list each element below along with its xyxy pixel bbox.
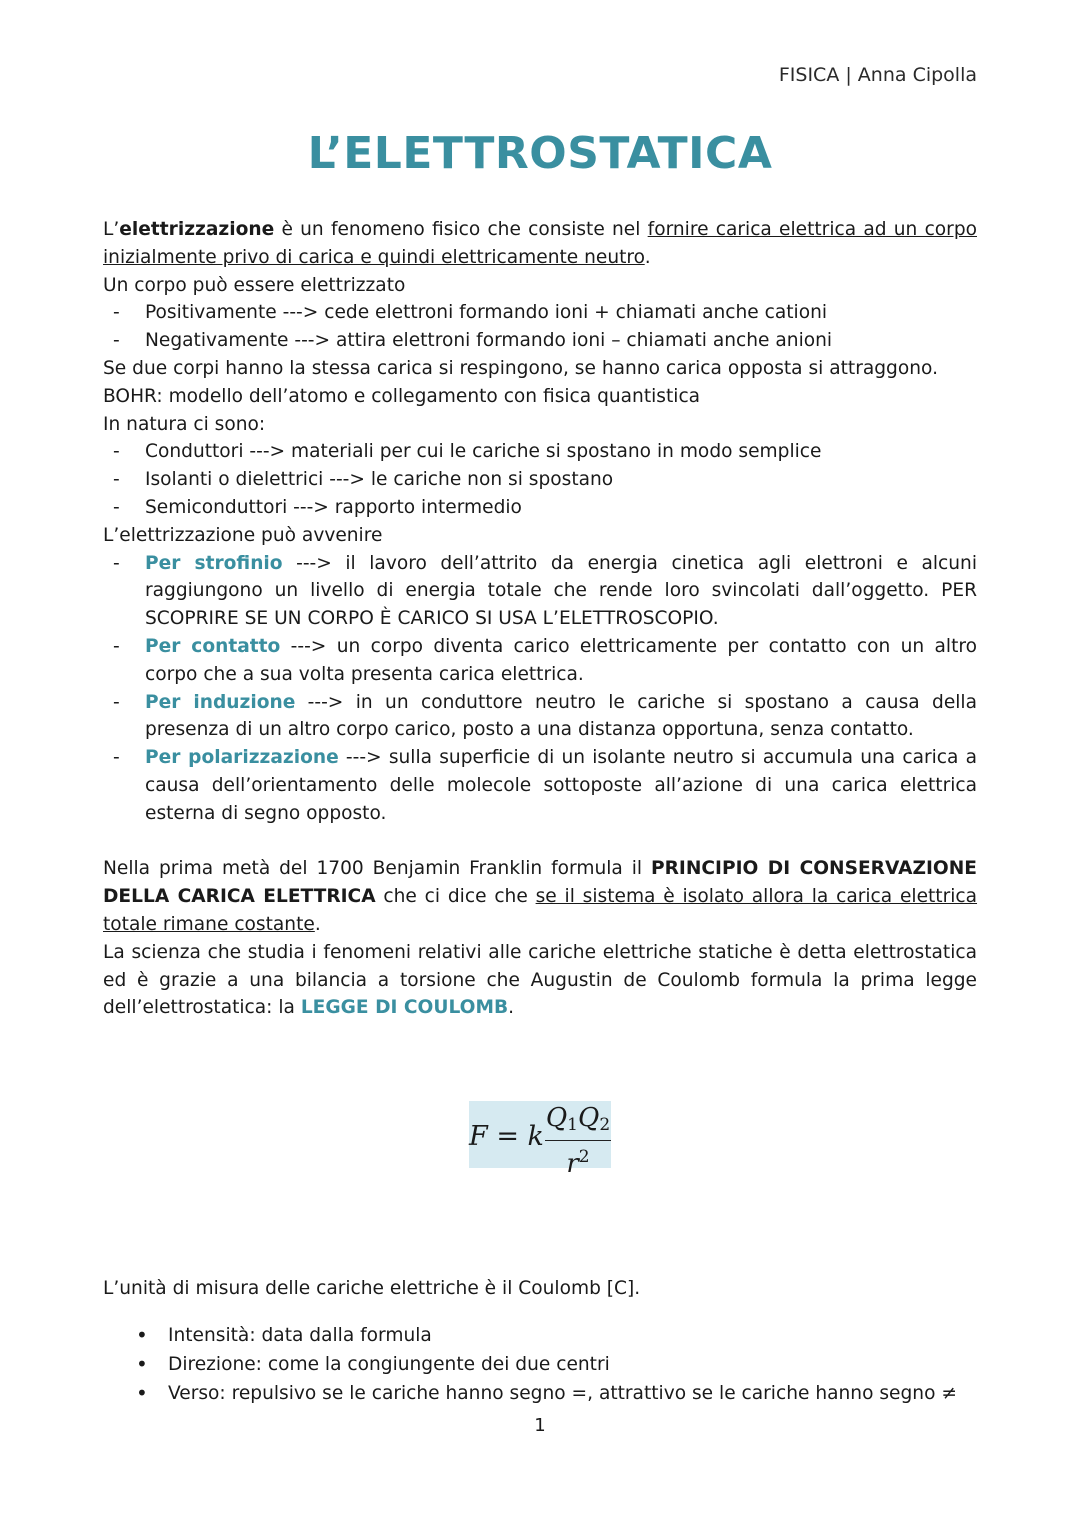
franklin-principle: PRINCIPIO DI CONSERVAZIONE DELLA CARICA ELETTRICA xyxy=(103,858,977,908)
method-term: Per strofinio xyxy=(145,552,283,574)
text-line: Se due corpi hanno la stessa carica si respingono, se hanno carica opposta si attraggono. xyxy=(103,357,938,379)
list-item xyxy=(103,633,977,689)
materials-list xyxy=(103,438,977,521)
page-number: 1 xyxy=(534,1415,546,1436)
formula-fraction xyxy=(545,1103,611,1180)
list-item: - Positivamente ---> cede elettroni formando ioni + chiamati anche cationi xyxy=(103,299,977,327)
coulomb-formula xyxy=(469,1101,611,1179)
intro-prefix: L’ xyxy=(103,219,120,240)
method-term: Per induzione xyxy=(145,691,296,713)
list-item: - Semiconduttori ---> rapporto intermedio xyxy=(103,494,977,522)
formula-lhs: F = k xyxy=(469,1121,544,1152)
method-text: ---> un corpo diventa carico elettricamente per contatto con un altro corpo che a sua volta presenta carica elettrica. xyxy=(145,635,977,685)
spacer xyxy=(103,828,977,856)
methods-list xyxy=(103,550,977,828)
formula-sub1: 1 xyxy=(567,1115,578,1135)
list-item: - Negativamente ---> attira elettroni formando ioni – chiamati anche anioni xyxy=(103,327,977,355)
coulomb-paragraph xyxy=(103,939,977,1022)
text-line: BOHR: modello dell’atomo e collegamento con fisica quantistica xyxy=(103,385,701,407)
list-item: - Isolanti o dielettrici ---> le cariche non si spostano xyxy=(103,466,977,494)
list-item: • Intensità: data dalla formula xyxy=(103,1321,977,1350)
intro-paragraph xyxy=(103,216,977,272)
coulomb-law: LEGGE DI COULOMB xyxy=(300,997,509,1019)
unit-line: L’unità di misura delle cariche elettriche è il Coulomb [C]. xyxy=(103,1277,641,1299)
list-item xyxy=(103,689,977,745)
method-text: ---> in un conduttore neutro le cariche si spostano a causa della presenza di un altro corpo carico, posto a una distanza opportuna, senza contatto. xyxy=(145,691,977,741)
method-text: ---> il lavoro dell’attrito da energia cinetica agli elettroni e alcuni raggiungono un livello di energia totale che rende loro svincolati dall’oggetto. PER SCOPRIRE SE UN CORPO È CARICO SI USA L’ELETTROSCOPIO. xyxy=(145,552,977,630)
formula-q2: Q xyxy=(578,1103,600,1133)
unit-section xyxy=(103,1255,977,1408)
list-item: - Conduttori ---> materiali per cui le cariche si spostano in modo semplice xyxy=(103,438,977,466)
list-item xyxy=(103,744,977,827)
text-line: Un corpo può essere elettrizzato xyxy=(103,274,406,296)
page-header: FISICA | Anna Cipolla xyxy=(778,64,977,86)
franklin-pre: Nella prima metà del 1700 Benjamin Franklin formula il xyxy=(103,858,651,880)
force-properties-list xyxy=(103,1321,977,1408)
franklin-paragraph xyxy=(103,855,977,938)
list-item xyxy=(103,550,977,633)
formula-denominator xyxy=(545,1141,611,1180)
formula-q1: Q xyxy=(545,1103,568,1133)
list-item: • Direzione: come la congiungente dei due centri xyxy=(103,1350,977,1379)
page-title: L’ELETTROSTATICA xyxy=(307,128,773,179)
intro-end: . xyxy=(644,246,651,268)
intro-term: elettrizzazione xyxy=(119,219,275,240)
franklin-statement: se il sistema è isolato allora la carica elettrica totale rimane costante xyxy=(103,886,978,935)
method-term: Per contatto xyxy=(145,635,281,657)
list-item: • Verso: repulsivo se le cariche hanno segno =, attrattivo se le cariche hanno segno ≠ xyxy=(103,1379,977,1408)
text-line: L’elettrizzazione può avvenire xyxy=(103,524,383,546)
coulomb-end: . xyxy=(508,997,515,1019)
formula-r: r xyxy=(566,1149,579,1179)
franklin-mid: che ci dice che xyxy=(375,886,536,908)
coulomb-pre: La scienza che studia i fenomeni relativi alle cariche elettriche statiche è detta elettrostatica ed è grazie a una bilancia a torsione che Augustin de Coulomb formula la prima legge dell’elettrostatica: la xyxy=(103,941,977,1019)
formula-sub2: 2 xyxy=(599,1115,611,1135)
franklin-end: . xyxy=(314,913,321,935)
charge-list xyxy=(103,299,977,355)
intro-mid: è un fenomeno fisico che consiste nel xyxy=(274,219,648,240)
method-text: ---> sulla superficie di un isolante neutro si accumula una carica a causa dell’orientamento delle molecole sottoposte all’azione di una carica elettrica esterna di segno opposto. xyxy=(145,747,977,824)
method-term: Per polarizzazione xyxy=(145,747,339,769)
formula-numerator xyxy=(545,1103,611,1141)
document-body xyxy=(103,216,977,1022)
formula-exponent: 2 xyxy=(578,1147,590,1167)
intro-definition: fornire carica elettrica ad un corpo inizialmente privo di carica e quindi elettricamente neutro xyxy=(103,219,977,268)
text-line: In natura ci sono: xyxy=(103,413,266,435)
